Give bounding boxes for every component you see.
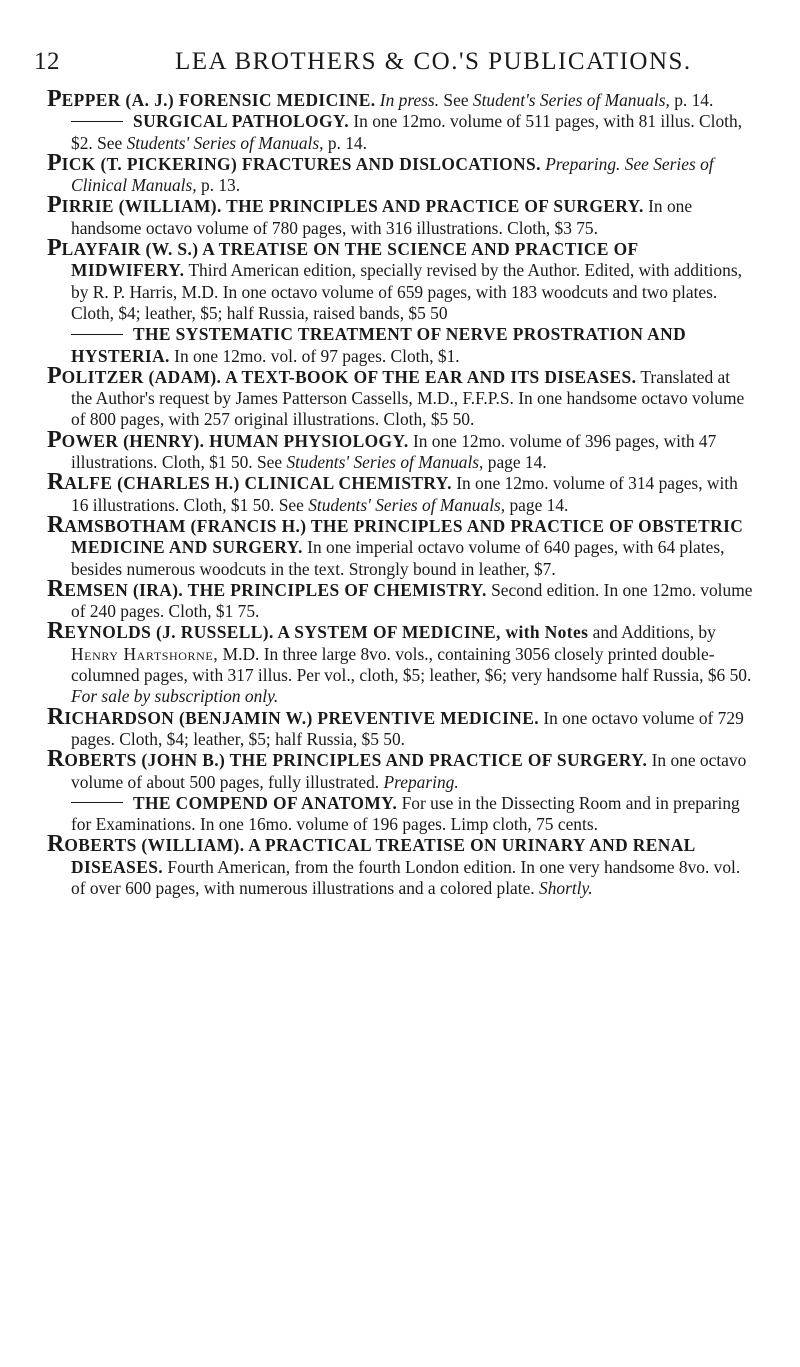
entry-heading: OLITZER (ADAM). A TEXT-BOOK OF THE EAR AND ITS DISEASES. <box>61 366 637 387</box>
entry-initial: P <box>47 149 62 176</box>
entry-heading: EPPER (A. J.) FORENSIC MEDICINE. <box>61 90 376 110</box>
entry-heading: ICK (T. PICKERING) FRACTURES AND DISLOCATIONS. <box>61 153 541 174</box>
entry-text: In one 12mo. volume of 396 pages, with 47 illustrations. Cloth, $1 50. See <box>71 430 717 473</box>
entry-roberts-urinary <box>47 831 755 899</box>
entry-initial: P <box>47 426 62 453</box>
entry-pirrie <box>47 192 755 239</box>
entry-series: Students' Series of Manuals, <box>286 452 484 473</box>
entry-politzer <box>47 362 755 431</box>
page-header <box>0 48 800 84</box>
entry-playfair-midwifery <box>47 235 755 324</box>
entry-text: In one 12mo. volume of 314 pages, with 16 illustrations. Cloth, $1 50. See <box>71 473 738 515</box>
entry-text: and Additions, by <box>592 622 716 643</box>
entry-initial: P <box>47 362 62 389</box>
entry-heading: ICHARDSON (BENJAMIN W.) PREVENTIVE MEDICINE. <box>64 707 539 728</box>
entry-heading: THE SYSTEMATIC TREATMENT OF NERVE PROSTRATION AND HYSTERIA. <box>71 324 687 366</box>
entry-heading: THE COMPEND OF ANATOMY. <box>133 792 398 813</box>
ditto-rule <box>71 802 123 803</box>
entry-richardson <box>47 703 755 751</box>
entry-page-ref: page 14. <box>483 452 547 473</box>
entry-playfair-nerve <box>47 324 755 367</box>
entry-smallcaps: Henry Hartshorne, <box>71 643 219 664</box>
entry-text: In one octavo volume of 729 pages. Cloth, $4; leather, $5; half Russia, $5 50. <box>71 707 744 749</box>
entry-roberts-anatomy <box>47 793 755 836</box>
entry-initial: R <box>47 831 65 858</box>
entry-heading: AMSBOTHAM (FRANCIS H.) THE PRINCIPLES AND PRACTICE OF OBSTETRIC MEDICINE AND SURGERY. <box>64 515 744 558</box>
entry-pepper-forensic <box>47 86 755 112</box>
entry-text: In one 12mo. volume of 511 pages, with 81 illus. Cloth, $2. See <box>71 111 743 153</box>
ditto-rule <box>71 334 123 335</box>
entry-initial: R <box>47 618 65 645</box>
catalog-entries <box>47 86 755 899</box>
entry-text: Third American edition, specially revised by the Author. Edited, with additions, by R. P. Harris, M.D. In one octavo volume of 659 pages, with 183 woodcuts and two plates. Cloth, $4; leather, $5; half Russia, raised bands, $5 50 <box>71 260 742 323</box>
entry-initial: R <box>47 746 65 773</box>
entry-text: Translated at the Author's request by James Patterson Cassells, M.D., F.F.P.S. In one handsome octavo volume of 800 pages, with 257 original illustrations. Cloth, $5 50. <box>71 366 745 430</box>
entry-text: In one imperial octavo volume of 640 pages, with 64 plates, besides numerous woodcuts in the text. Strongly bound in leather, $7. <box>71 537 725 579</box>
entry-page-ref: p. 14. <box>669 90 714 110</box>
entry-heading: IRRIE (WILLIAM). THE PRINCIPLES AND PRACTICE OF SURGERY. <box>61 196 644 217</box>
entry-reynolds <box>47 618 755 707</box>
entry-text: In one octavo volume of about 500 pages, fully illustrated. <box>71 750 747 792</box>
page-number: 12 <box>34 48 60 75</box>
entry-italic: For sale by subscription only. <box>71 686 279 707</box>
entry-series: See Series of Clinical Manuals, <box>71 153 714 196</box>
entry-ralfe <box>47 469 755 516</box>
entry-italic: Preparing. <box>383 771 459 792</box>
entry-italic: Preparing. <box>545 153 621 174</box>
entry-initial: R <box>47 703 65 730</box>
entry-heading: OWER (HENRY). HUMAN PHYSIOLOGY. <box>61 430 409 451</box>
entry-heading: EYNOLDS (J. RUSSELL). A SYSTEM OF MEDICINE, with Notes <box>64 622 589 643</box>
entry-initial: P <box>47 192 62 219</box>
entry-initial: R <box>47 469 65 496</box>
entry-heading: LAYFAIR (W. S.) A TREATISE ON THE SCIENCE AND PRACTICE OF MIDWIFERY. <box>61 239 638 281</box>
entry-heading: SURGICAL PATHOLOGY. <box>133 111 350 132</box>
entry-text: M.D. In three large 8vo. vols., containing 3056 closely printed double-columned pages, with 317 illus. Per vol., cloth, $5; leather, $6; very handsome half Russia, $6 50. <box>71 643 752 686</box>
entry-pick <box>47 149 755 197</box>
entry-series: Students' Series of Manuals, <box>308 494 506 515</box>
entry-page-ref: p. 14. <box>323 132 367 153</box>
entry-initial: P <box>47 86 62 112</box>
entry-page-ref: p. 13. <box>196 175 241 196</box>
entry-heading: EMSEN (IRA). THE PRINCIPLES OF CHEMISTRY. <box>64 579 487 600</box>
entry-heading: OBERTS (WILLIAM). A PRACTICAL TREATISE ON URINARY AND RENAL DISEASES. <box>64 835 695 877</box>
entry-heading: ALFE (CHARLES H.) CLINICAL CHEMISTRY. <box>64 473 452 494</box>
entry-roberts-surgery <box>47 746 755 793</box>
entry-text: Second edition. In one 12mo. volume of 240 pages. Cloth, $1 75. <box>71 579 753 622</box>
entry-text: In one handsome octavo volume of 780 pages, with 316 illustrations. Cloth, $3 75. <box>71 196 693 238</box>
entry-remsen <box>47 575 755 623</box>
entry-italic: In press. <box>379 90 440 110</box>
entry-text: For use in the Dissecting Room and in preparing for Examinations. In one 16mo. volume of 196 pages. Limp cloth, 75 cents. <box>71 792 740 835</box>
entry-text: See <box>443 90 469 110</box>
entry-power <box>47 426 755 474</box>
entry-series: Student's Series of Manuals, <box>472 90 670 110</box>
entry-ramsbotham <box>47 511 755 580</box>
entry-text: In one 12mo. vol. of 97 pages. Cloth, $1. <box>174 345 460 366</box>
entry-heading: OBERTS (JOHN B.) THE PRINCIPLES AND PRACTICE OF SURGERY. <box>64 750 648 771</box>
entry-page-ref: page 14. <box>505 494 569 515</box>
entry-text: Fourth American, from the fourth London edition. In one very handsome 8vo. vol. of over 600 pages, with numerous illustrations and a colored plate. <box>71 856 741 898</box>
entry-initial: R <box>47 511 65 538</box>
entry-initial: R <box>47 575 65 602</box>
entry-initial: P <box>47 235 62 262</box>
running-title: LEA BROTHERS & CO.'S PUBLICATIONS. <box>175 48 692 75</box>
entry-italic: Shortly. <box>539 877 593 898</box>
ditto-rule <box>71 121 123 122</box>
entry-pepper-surgical <box>47 111 755 154</box>
entry-series: Students' Series of Manuals, <box>126 132 324 153</box>
